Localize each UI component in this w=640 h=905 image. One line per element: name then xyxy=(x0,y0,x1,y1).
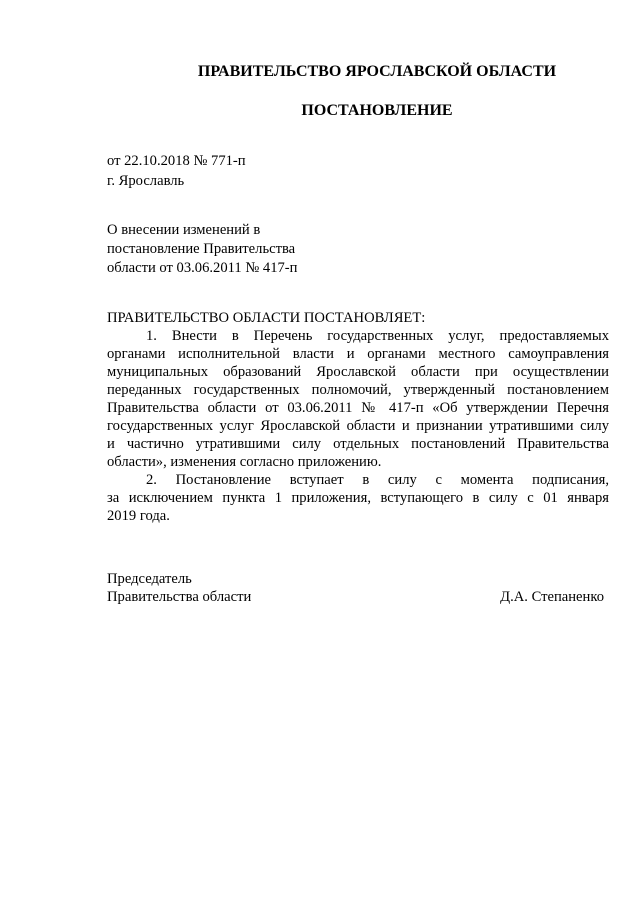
paragraph-1-line-8: области», изменения согласно приложению. xyxy=(107,454,382,470)
paragraph-2-line-2: за исключением пункта 1 приложения, вступающего в силу с 01 января xyxy=(107,490,609,506)
paragraph-2-line-1: 2. Постановление вступает в силу с момента подписания, xyxy=(146,472,609,488)
paragraph-1-line-1: 1. Внести в Перечень государственных услуг, предоставляемых xyxy=(146,328,609,344)
paragraph-1-line-6: государственных услуг Ярославской области и признании утратившими силу xyxy=(107,418,609,434)
paragraph-1-line-7: и частично утратившими силу отдельных постановлений Правительства xyxy=(107,436,609,452)
organization-title: ПРАВИТЕЛЬСТВО ЯРОСЛАВСКОЙ ОБЛАСТИ xyxy=(197,63,557,80)
date-number: от 22.10.2018 № 771-п xyxy=(107,153,246,169)
subject-line-3: области от 03.06.2011 № 417-п xyxy=(107,260,298,276)
paragraph-1-line-5: Правительства области от 03.06.2011 № 417-п «Об утверждении Перечня xyxy=(107,400,609,416)
signature-position-line-1: Председатель xyxy=(107,571,192,587)
paragraph-1-line-4: переданных государственных полномочий, утвержденный постановлением xyxy=(107,382,609,398)
subject-line-1: О внесении изменений в xyxy=(107,222,261,238)
document-type-title: ПОСТАНОВЛЕНИЕ xyxy=(301,102,453,119)
signature-position-line-2: Правительства области xyxy=(107,589,252,605)
subject-line-2: постановление Правительства xyxy=(107,241,296,257)
paragraph-1-line-3: муниципальных образований Ярославской области при осуществлении xyxy=(107,364,609,380)
city: г. Ярославль xyxy=(107,173,185,189)
paragraph-1-line-2: органами исполнительной власти и органами местного самоуправления xyxy=(107,346,609,362)
paragraph-2-line-3: 2019 года. xyxy=(107,508,170,524)
preamble: ПРАВИТЕЛЬСТВО ОБЛАСТИ ПОСТАНОВЛЯЕТ: xyxy=(107,310,426,326)
signatory-name: Д.А. Степаненко xyxy=(500,589,604,605)
